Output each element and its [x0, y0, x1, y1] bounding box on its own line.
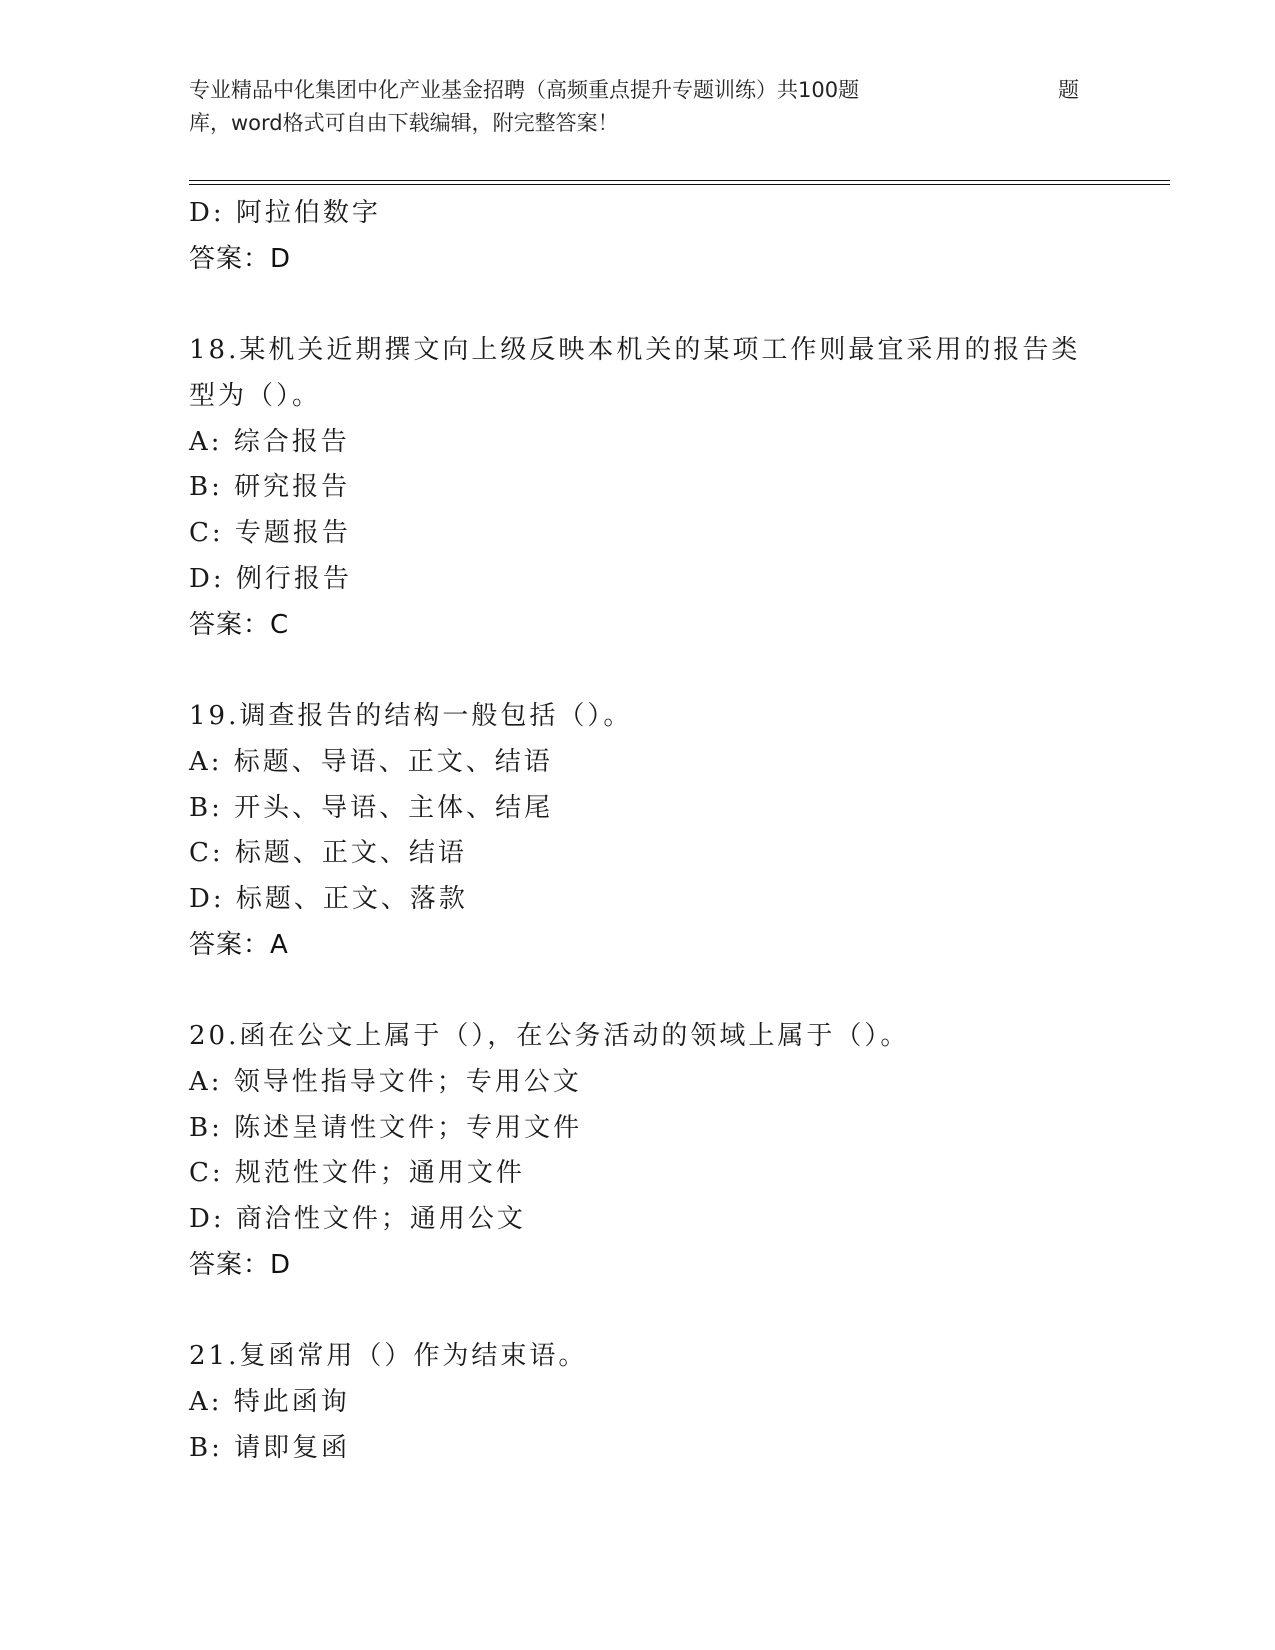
header-line-2: 库，word格式可自由下载编辑，附完整答案！ [189, 111, 619, 135]
option-c: C: 专题报告 [189, 518, 351, 549]
question-20-stem: 20.函在公文上属于（），在公务活动的领域上属于（）。 [189, 1021, 910, 1052]
option-a: A: 领导性指导文件；专用公文 [189, 1067, 582, 1097]
answer-line: 答案：D [189, 243, 292, 274]
option-a: A: 标题、导语、正文、结语 [189, 746, 553, 777]
header-divider-top [189, 180, 1170, 181]
question-21-stem: 21.复函常用（）作为结束语。 [189, 1341, 588, 1372]
option-b: B: 开头、导语、主体、结尾 [189, 792, 554, 823]
spacer [189, 1288, 1089, 1334]
spacer [189, 282, 1089, 328]
option-d: D: 阿拉伯数字 [189, 198, 381, 228]
spacer [189, 968, 1089, 1014]
header-title-tail: 题 [1058, 78, 1079, 102]
option-d: D: 商洽性文件；通用公文 [189, 1204, 526, 1235]
option-d: D: 标题、正文、落款 [189, 883, 468, 914]
answer-line: 答案：D [189, 1249, 292, 1280]
question-18-stem: 18.某机关近期撰文向上级反映本机关的某项工作则最宜采用的报告类 [189, 335, 1081, 366]
answer-line: 答案：C [189, 609, 290, 640]
spacer [189, 648, 1089, 694]
option-a: A: 特此函询 [189, 1387, 350, 1418]
document-body [189, 191, 1089, 1472]
answer-line: 答案：A [189, 929, 289, 960]
question-19-stem: 19.调查报告的结构一般包括（）。 [189, 701, 633, 732]
option-c: C: 标题、正文、结语 [189, 838, 467, 869]
option-b: B: 请即复函 [189, 1432, 351, 1463]
header-divider-bottom [189, 184, 1170, 185]
option-b: B: 陈述呈请性文件；专用文件 [189, 1112, 583, 1143]
page-header [189, 74, 1089, 140]
question-18-stem-cont: 型为（）。 [189, 381, 322, 412]
header-title: 专业精品中化集团中化产业基金招聘（高频重点提升专题训练）共100题 [189, 78, 860, 102]
option-a: A: 综合报告 [189, 426, 350, 457]
option-c: C: 规范性文件；通用文件 [189, 1158, 525, 1189]
option-b: B: 研究报告 [189, 472, 351, 503]
header-line-1 [189, 74, 1089, 107]
option-d: D: 例行报告 [189, 563, 352, 594]
